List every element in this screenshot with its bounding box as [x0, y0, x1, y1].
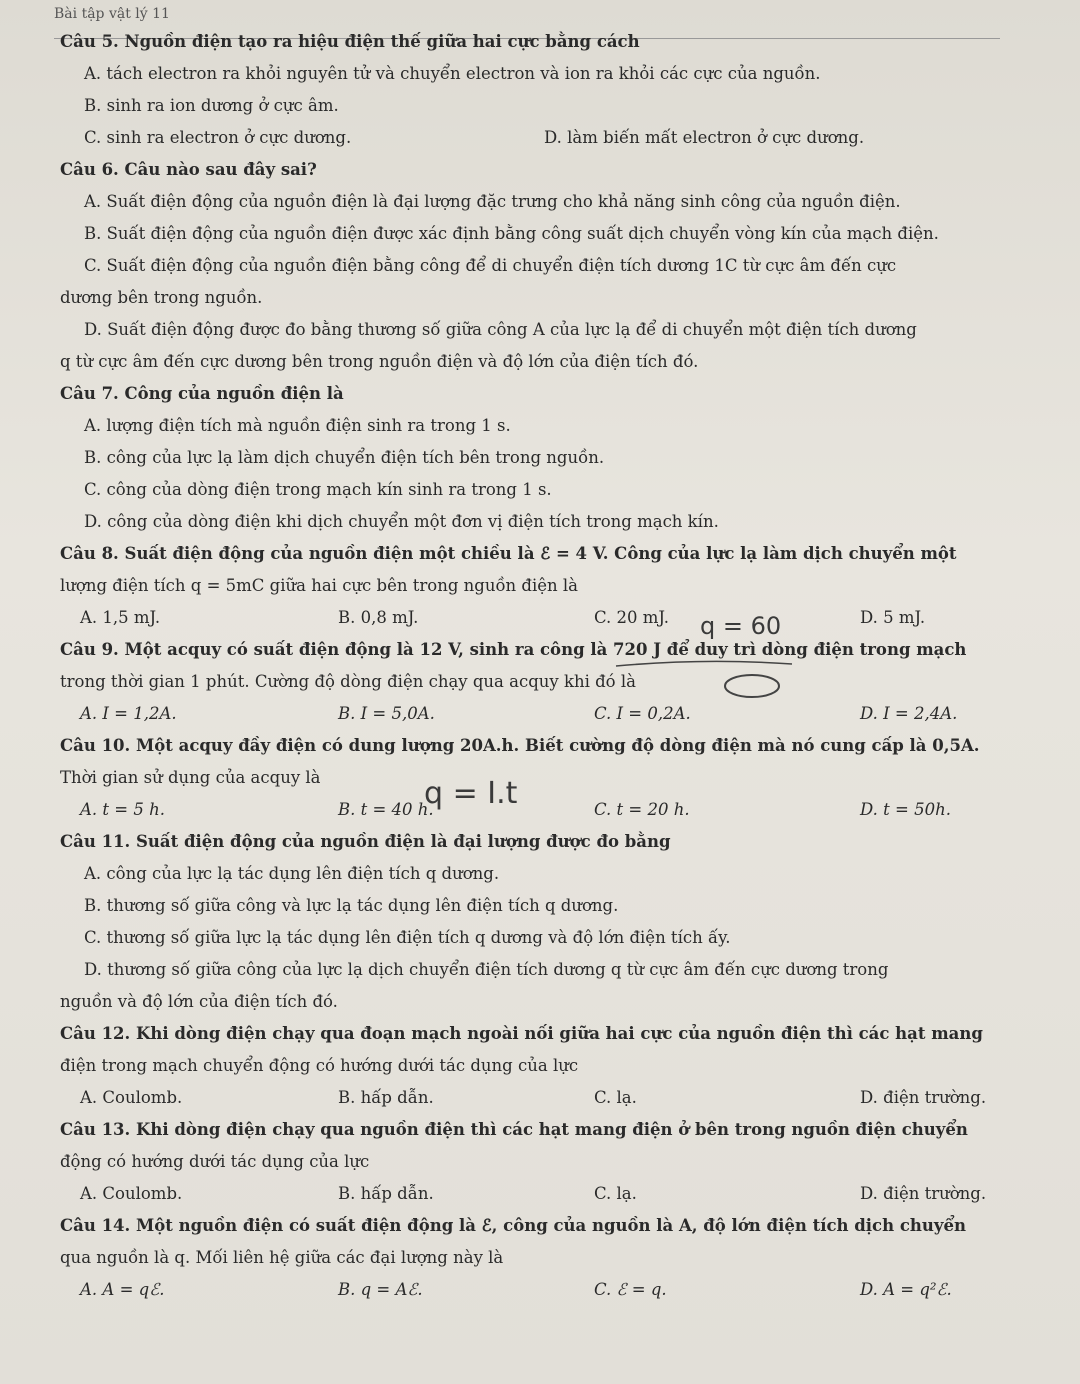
- question-9-title-cont: trong thời gian 1 phút. Cường độ dòng điện chạy qua acquy khi đó là: [60, 672, 636, 691]
- question-13-option-b: B. hấp dẫn.: [338, 1184, 434, 1203]
- question-9-option-a: A. I = 1,2A.: [80, 704, 177, 723]
- question-14-option-a: A. A = qℰ.: [80, 1280, 165, 1299]
- question-12-option-d: D. điện trường.: [860, 1088, 987, 1107]
- question-14-option-d: D. A = q²ℰ.: [860, 1280, 952, 1299]
- question-14: [60, 1210, 1040, 1306]
- question-6-option-c: C. Suất điện động của nguồn điện bằng công để di chuyển điện tích dương 1C từ cực âm đến cực: [84, 256, 897, 275]
- question-7-option-b: B. công của lực lạ làm dịch chuyển điện tích bên trong nguồn.: [84, 448, 605, 467]
- question-12-title-cont: điện trong mạch chuyển động có hướng dưới tác dụng của lực: [60, 1056, 579, 1075]
- question-10-title: Câu 10. Một acquy đầy điện có dung lượng 20A.h. Biết cường độ dòng điện mà nó cung cấp là 0,5A.: [60, 736, 980, 755]
- question-5-option-d: D. làm biến mất electron ở cực dương.: [544, 128, 865, 147]
- handwritten-underline-q9: [614, 654, 794, 670]
- question-7-option-d: D. công của dòng điện khi dịch chuyển một đơn vị điện tích trong mạch kín.: [84, 512, 719, 531]
- question-11-option-d-cont: nguồn và độ lớn của điện tích đó.: [60, 992, 338, 1011]
- question-11-title: Câu 11. Suất điện động của nguồn điện là đại lượng được đo bằng: [60, 832, 671, 851]
- question-7-option-c: C. công của dòng điện trong mạch kín sinh ra trong 1 s.: [84, 480, 552, 499]
- question-13-options: [60, 1178, 1040, 1210]
- question-13-title-cont: động có hướng dưới tác dụng của lực: [60, 1152, 370, 1171]
- question-10-title-cont: Thời gian sử dụng của acquy là: [60, 768, 321, 787]
- question-6: [60, 154, 1040, 378]
- question-9-option-c: C. I = 0,2A.: [594, 704, 691, 723]
- question-14-options: [60, 1274, 1040, 1306]
- question-10-option-b: B. t = 40 h.: [338, 800, 434, 819]
- question-5-option-b: B. sinh ra ion dương ở cực âm.: [84, 96, 339, 115]
- question-6-option-d-cont: q từ cực âm đến cực dương bên trong nguồn điện và độ lớn của điện tích đó.: [60, 352, 699, 371]
- question-12-option-c: C. lạ.: [594, 1088, 637, 1107]
- question-11-option-a: A. công của lực lạ tác dụng lên điện tích q dương.: [84, 864, 500, 883]
- question-11-option-d: D. thương số giữa công của lực lạ dịch chuyển điện tích dương q từ cực âm đến cực dương trong: [84, 960, 889, 979]
- question-13: [60, 1114, 1040, 1210]
- question-7-title: Câu 7. Công của nguồn điện là: [60, 384, 344, 403]
- question-11-option-c: C. thương số giữa lực lạ tác dụng lên điện tích q dương và độ lớn điện tích ấy.: [84, 928, 731, 947]
- question-5-title: Câu 5. Nguồn điện tạo ra hiệu điện thế giữa hai cực bằng cách: [60, 32, 640, 51]
- question-6-option-b: B. Suất điện động của nguồn điện được xác định bằng công suất dịch chuyển vòng kín của mạch điện.: [84, 224, 939, 243]
- question-12-option-a: A. Coulomb.: [80, 1088, 183, 1107]
- question-14-title: Câu 14. Một nguồn điện có suất điện động là ℰ, công của nguồn là A, độ lớn điện tích dịch chuyển: [60, 1216, 966, 1235]
- question-12-title: Câu 12. Khi dòng điện chạy qua đoạn mạch ngoài nối giữa hai cực của nguồn điện thì các hạt mang: [60, 1024, 983, 1043]
- question-10-option-d: D. t = 50h.: [860, 800, 951, 819]
- question-8: [60, 538, 1040, 634]
- question-8-options: [60, 602, 1040, 634]
- question-8-option-b: B. 0,8 mJ.: [338, 608, 419, 627]
- question-10-option-c: C. t = 20 h.: [594, 800, 690, 819]
- question-9-options: [60, 698, 1040, 730]
- question-5: [60, 26, 1040, 154]
- question-14-option-b: B. q = Aℰ.: [338, 1280, 423, 1299]
- question-list: [60, 26, 1040, 1306]
- question-5-options-cd: [60, 122, 1040, 154]
- question-9-title: Câu 9. Một acquy có suất điện động là 12 V, sinh ra công là 720 J để duy trì dòng điện trong mạch: [60, 640, 967, 659]
- question-6-option-a: A. Suất điện động của nguồn điện là đại lượng đặc trưng cho khả năng sinh công của nguồn điện.: [84, 192, 901, 211]
- question-13-option-a: A. Coulomb.: [80, 1184, 183, 1203]
- question-9: [60, 634, 1040, 730]
- question-9-option-b: B. I = 5,0A.: [338, 704, 435, 723]
- page-header: Bài tập vật lý 11: [54, 6, 170, 22]
- question-13-option-d: D. điện trường.: [860, 1184, 987, 1203]
- question-8-option-a: A. 1,5 mJ.: [80, 608, 161, 627]
- question-8-option-d: D. 5 mJ.: [860, 608, 926, 627]
- question-13-option-c: C. lạ.: [594, 1184, 637, 1203]
- question-6-option-c-cont: dương bên trong nguồn.: [60, 288, 263, 307]
- question-12-options: [60, 1082, 1040, 1114]
- question-14-option-c: C. ℰ = q.: [594, 1280, 667, 1299]
- question-7-option-a: A. lượng điện tích mà nguồn điện sinh ra trong 1 s.: [84, 416, 511, 435]
- question-6-title: Câu 6. Câu nào sau đây sai?: [60, 160, 317, 179]
- question-12-option-b: B. hấp dẫn.: [338, 1088, 434, 1107]
- question-12: [60, 1018, 1040, 1114]
- question-11-option-b: B. thương số giữa công và lực lạ tác dụng lên điện tích q dương.: [84, 896, 619, 915]
- question-10: [60, 730, 1040, 826]
- handwritten-note-q9: q = 60: [700, 612, 782, 640]
- question-6-option-d: D. Suất điện động được đo bằng thương số giữa công A của lực lạ để di chuyển một điện tích dương: [84, 320, 917, 339]
- question-5-option-a: A. tách electron ra khỏi nguyên tử và chuyển electron và ion ra khỏi các cực của nguồn.: [84, 64, 821, 83]
- handwritten-circle-q9: [722, 672, 782, 700]
- question-7: [60, 378, 1040, 538]
- question-9-option-d: D. I = 2,4A.: [860, 704, 958, 723]
- question-8-option-c: C. 20 mJ.: [594, 608, 669, 627]
- question-11: [60, 826, 1040, 1018]
- question-8-title: Câu 8. Suất điện động của nguồn điện một chiều là ℰ = 4 V. Công của lực lạ làm dịch chuyển một: [60, 544, 957, 563]
- question-5-option-c: C. sinh ra electron ở cực dương.: [84, 128, 352, 147]
- question-13-title: Câu 13. Khi dòng điện chạy qua nguồn điện thì các hạt mang điện ở bên trong nguồn điện chuyển: [60, 1120, 968, 1139]
- question-10-options: [60, 794, 1040, 826]
- question-8-title-cont: lượng điện tích q = 5mC giữa hai cực bên trong nguồn điện là: [60, 576, 579, 595]
- handwritten-note-q10: q = I.t: [424, 776, 518, 811]
- question-14-title-cont: qua nguồn là q. Mối liên hệ giữa các đại lượng này là: [60, 1248, 504, 1267]
- question-10-option-a: A. t = 5 h.: [80, 800, 165, 819]
